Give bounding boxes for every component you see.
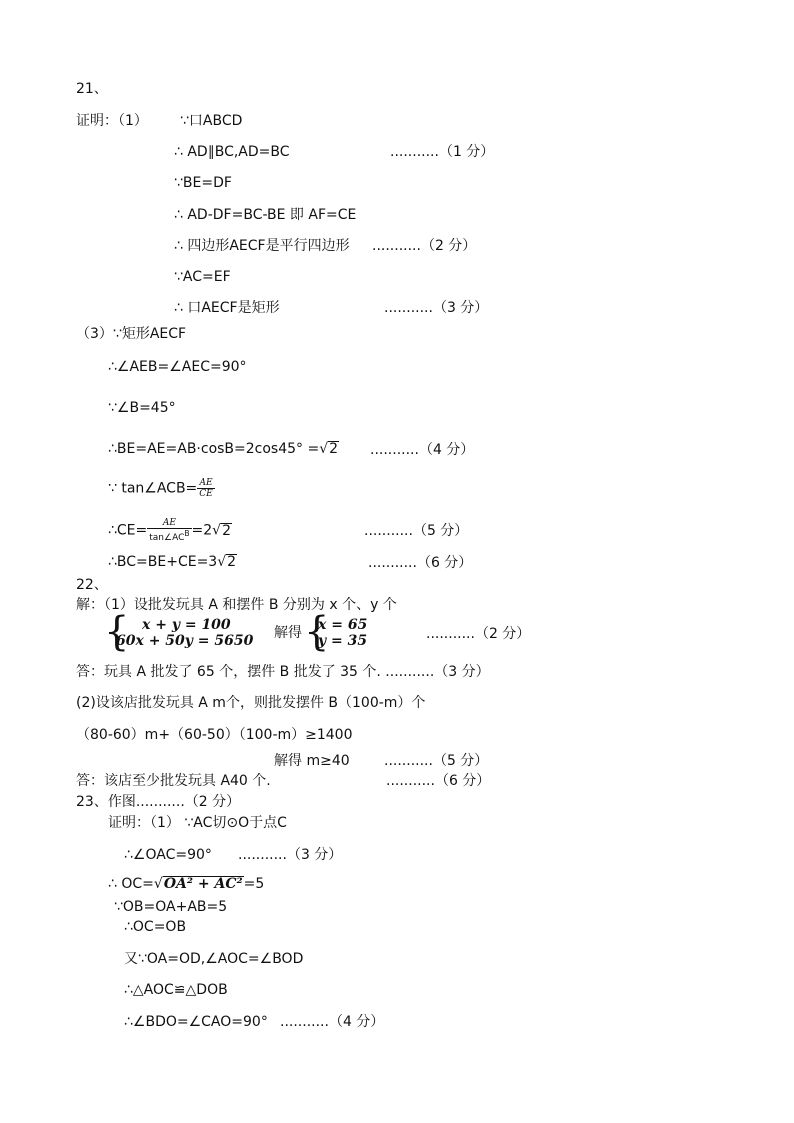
q21-t6-root: 2: [227, 554, 237, 570]
q21-t5-den-sup: B: [184, 529, 190, 538]
q23-step-1-score: ...........（3 分）: [238, 847, 343, 863]
q21-line-t1: ∴∠AEB=∠AEC=90°: [108, 359, 247, 375]
q21-step3: ∴ AD-DF=BC-BE 即 AF=CE: [174, 207, 357, 223]
q23-step-4: ∴OC=OB: [124, 919, 187, 935]
q21-step2: ∵BE=DF: [174, 175, 232, 191]
q23-step-6: ∴△AOC≌△DOB: [124, 982, 228, 998]
q21-number: 21、: [76, 81, 108, 97]
q21-t4-fraction: [197, 478, 214, 499]
q21-t3-root: 2: [329, 441, 339, 457]
q23-proof-start: 证明：（1） ∵AC切⊙O于点C: [108, 815, 287, 831]
q21-line-t3: ∴BE=AE=AB·cosB=2cos45° =√2: [108, 441, 339, 457]
q21-t5-root: 2: [222, 522, 232, 539]
q21-t5-equals: =2: [191, 522, 213, 539]
q22-inequality: （80-60）m+（60-50）（100-m）≥1400: [76, 727, 353, 743]
q23-step-1: ∴∠OAC=90°: [124, 847, 212, 863]
q22-solve-label: 解得: [274, 625, 302, 641]
q23-step-7-score: ...........（4 分）: [280, 1014, 385, 1030]
q22-part2-setup: (2)设该店批发玩具 A m个，则批发摆件 B（100-m）个: [76, 695, 426, 711]
q22-solution-x: x = 65: [318, 617, 368, 633]
q21-part3-label: （3）∵矩形AECF: [76, 326, 187, 342]
q23-step-2-root: OA² + AC²: [163, 876, 243, 892]
q21-t5-den-text: tan∠AC: [149, 533, 185, 543]
q21-line-t4: [108, 478, 215, 499]
q21-step1: ∴ AD∥BC,AD=BC: [174, 144, 290, 160]
q23-step-2-result: =5: [243, 876, 265, 892]
q21-t6-text: ∴BC=BE+CE=3: [108, 554, 218, 570]
q22-system-brace: {: [104, 609, 130, 655]
q23-step-2: ∴ OC=√OA² + AC²=5: [108, 876, 265, 892]
q23-step-2-text: ∴ OC=: [108, 876, 154, 892]
q21-given: ∵口ABCD: [180, 113, 243, 129]
q21-t5-text: ∴CE=: [108, 522, 148, 539]
q21-t5-denominator: [147, 529, 191, 543]
q23-heading: 23、作图...........（2 分）: [76, 794, 241, 810]
q21-step4-score: ...........（2 分）: [372, 238, 477, 254]
q21-t3-text: ∴BE=AE=AB·cosB=2cos45° =: [108, 441, 320, 457]
q21-step1-score: ...........（1 分）: [390, 144, 495, 160]
q21-step4: ∴ 四边形AECF是平行四边形: [174, 238, 350, 254]
q22-setup: 解：（1）设批发玩具 A 和摆件 B 分别为 x 个、y 个: [76, 597, 397, 613]
q21-t4-denominator: CE: [199, 489, 213, 499]
q22-part2-score: ...........（5 分）: [384, 753, 489, 769]
q21-line-t5: ∴CE= $\frac{AE}{\tan\angle AC^B}$ =2√2: [108, 518, 232, 543]
q21-t5-fraction: [147, 518, 191, 543]
q22-answer-2-score: ...........（6 分）: [386, 773, 491, 789]
q21-t6-score: ...........（6 分）: [368, 555, 473, 571]
q23-step-7: ∴∠BDO=∠CAO=90°: [124, 1014, 268, 1030]
q21-step6: ∴ 口AECF是矩形: [174, 300, 280, 316]
q22-number: 22、: [76, 577, 108, 593]
q22-equation-1: x + y = 100: [142, 617, 231, 633]
q21-step6-score: ...........（3 分）: [384, 300, 489, 316]
q22-equation-2: 60x + 50y = 5650: [116, 633, 254, 649]
q23-step-3: ∵OB=OA+AB=5: [114, 899, 228, 915]
q21-t4-numerator: AE: [197, 478, 214, 489]
q23-step-5: 又∵OA=OD,∠AOC=∠BOD: [124, 951, 304, 967]
q21-part1-label: 证明：（1）: [76, 113, 148, 129]
q21-t5-score: ...........（5 分）: [364, 523, 469, 539]
q22-answer-2: 答：该店至少批发玩具 A40 个.: [76, 773, 271, 789]
q22-answer-1: 答：玩具 A 批发了 65 个，摆件 B 批发了 35 个. ...........（3 分）: [76, 664, 490, 680]
q21-step5: ∵AC=EF: [174, 269, 231, 285]
q21-t3-score: ...........（4 分）: [370, 442, 475, 458]
q21-t5-numerator: AE: [147, 518, 191, 529]
q22-system-score: ...........（2 分）: [426, 626, 531, 642]
q22-solution-brace: {: [304, 609, 330, 655]
q21-line-t6: ∴BC=BE+CE=3√2: [108, 554, 237, 570]
q21-t4-text: ∵ tan∠ACB=: [108, 480, 198, 497]
q21-line-t2: ∵∠B=45°: [108, 400, 176, 416]
q22-inequality-solution: 解得 m≥40: [274, 753, 350, 769]
q22-solution-y: y = 35: [318, 633, 368, 649]
